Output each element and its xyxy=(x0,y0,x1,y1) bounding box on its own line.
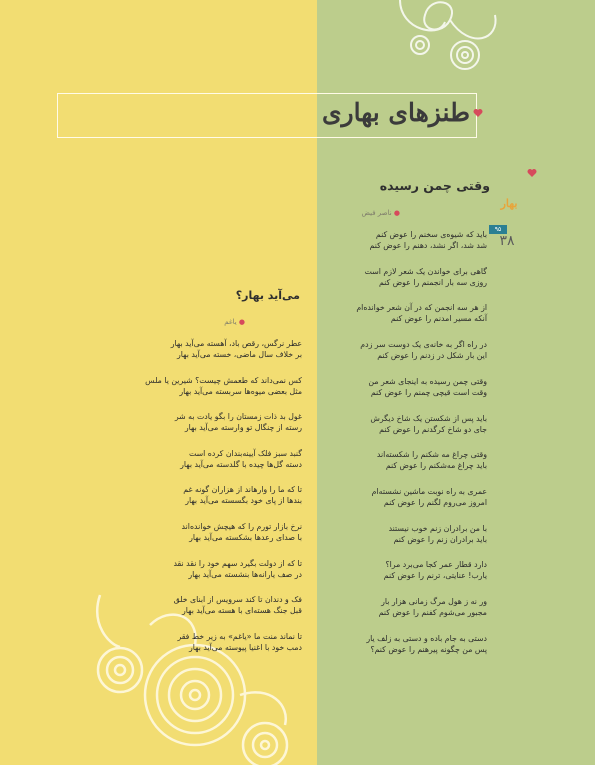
verse-line: دسته گل‌ها چیده با گلدسته می‌آید بهار xyxy=(180,459,302,469)
stanza xyxy=(315,266,487,288)
verse-line: مثل بعضی میوه‌ها سربسته می‌آید بهار xyxy=(179,386,302,396)
stanza xyxy=(315,486,487,508)
poem-author xyxy=(340,209,400,217)
bullet-icon: ● xyxy=(236,318,245,326)
verse-line: قبل جنگ هسته‌ای با هسته می‌آید بهار xyxy=(181,606,302,616)
verse-line: امروز می‌روم لگنم را عوض کنم xyxy=(383,497,487,507)
verse-line: باید پس از شکستن یک شاخ دیگرش xyxy=(370,413,487,423)
verse-line: در صف یارانه‌ها بنشسته می‌آید بهار xyxy=(188,569,302,579)
page-title: طنزهای بهاری xyxy=(321,98,470,127)
verse-line: پس من چگونه پیرهنم را عوض کنم؟ xyxy=(370,644,487,654)
verse-line: روزی سه بار انجمنم را عوض کنم xyxy=(378,277,487,287)
stanza xyxy=(140,448,302,470)
verse-line: تا که از دولت بگیرد سهم خود را نقد نقد xyxy=(173,558,302,568)
verse-line: وقتی چمن رسیده به اینجای شعر من xyxy=(368,376,487,386)
verse-line: جای دو شاخ کرگدنم را عوض کنم xyxy=(379,424,487,434)
stanza xyxy=(315,523,487,545)
poem-title: وقتی چمن رسیده xyxy=(379,178,490,193)
stanza xyxy=(315,376,487,398)
verse-line: تا نماند منت ما «یاغم» به زیر خط فقر xyxy=(177,631,302,641)
verse-line: آنکه مسیر امدنم را عوض کنم xyxy=(390,314,487,324)
verse-line: فک و دندان تا کند سرویس از ابنای خلق xyxy=(173,595,302,605)
stanza xyxy=(315,633,487,655)
verse-line: با من برادران زنم خوب نیستند xyxy=(388,523,487,533)
verse-line: این بار شکل در زدنم را عوض کنم xyxy=(377,351,487,361)
verse-line: شد شد، اگر نشد، دهنم را عوض کنم xyxy=(369,241,487,250)
verse-line: عطر نرگس، رقص باد، آهسته می‌آید بهار xyxy=(170,339,302,348)
verse-line: گنبد سبز فلک آیینه‌بندان کرده است xyxy=(188,448,302,458)
verse-line: در راه اگر به خانه‌ی یک دوست سر زدم xyxy=(360,340,487,350)
heart-icon xyxy=(473,108,483,118)
verse-line: بندها از پای خود بگسسته می‌آید بهار xyxy=(185,496,302,506)
stanza xyxy=(315,302,487,324)
stanza xyxy=(140,631,302,653)
verse-line: دستی به جام باده و دستی به زلف یار xyxy=(366,633,487,643)
verse-line: کس نمی‌داند که طعمش چیست؟ شیرین یا ملس xyxy=(145,375,302,385)
bullet-icon: ● xyxy=(391,209,400,217)
swirl-ornament-top xyxy=(370,0,510,80)
stanza xyxy=(140,594,302,616)
stanza xyxy=(140,411,302,433)
verse-line: مجبور می‌شوم کفنم را عوض کنم xyxy=(378,608,487,617)
author-name: ناصر فیض xyxy=(361,209,392,217)
verse-line: باید برادران زنم را عوض کنم xyxy=(393,534,487,544)
verse-line: نرخ بازار تورم را که هیچش خوانده‌اند xyxy=(181,522,302,531)
verse-line: ور نه ز هول مرگ زمانی هزار بار xyxy=(381,597,487,606)
verse-line: غول بد ذات زمستان را بگو یادت به شر xyxy=(174,412,302,422)
stanza xyxy=(315,413,487,435)
verse-line: وقتی چراغ مه شکنم را شکسته‌اند xyxy=(376,450,487,460)
verse-line: وقت است قیچی چمنم را عوض کنم xyxy=(370,387,487,397)
verse-line: از هر سه انجمن که در آن شعر خوانده‌ام xyxy=(356,303,487,313)
verse-line: عمری به راه نوبت ماشین نشسته‌ام xyxy=(371,486,487,496)
poem-title: می‌آید بهار؟ xyxy=(235,289,300,302)
stanza xyxy=(315,229,487,251)
stanza xyxy=(315,339,487,361)
page-number: ۳۸ xyxy=(499,233,515,249)
verse-line: گاهی برای خواندن یک شعر لازم است xyxy=(364,266,487,276)
heart-icon xyxy=(527,168,537,178)
verse-line: تا که ما را وارهاند از هزاران گونه غم xyxy=(183,485,302,495)
stanza xyxy=(140,484,302,506)
stanza xyxy=(315,596,487,618)
verse-line: یارب! عنایتی، ترنم را عوض کنم xyxy=(383,571,487,581)
verse-line: رسته از چنگال تو وارسته می‌آید بهار xyxy=(184,423,302,433)
stanza xyxy=(140,558,302,580)
author-name: یاغم xyxy=(224,318,237,326)
stanza xyxy=(140,375,302,397)
verse-line: دمب خود با اغنیا پیوسته می‌آید بهار xyxy=(189,642,302,652)
badge-word: بهار xyxy=(500,197,518,210)
badge-tag: ۹۵ xyxy=(489,225,507,234)
stanza xyxy=(140,521,302,543)
poem-author xyxy=(200,318,245,326)
stanza xyxy=(315,559,487,581)
stanza xyxy=(315,449,487,471)
verse-line: دارد قطار عمر کجا می‌برد مرا؟ xyxy=(385,560,487,570)
verse-line: با صدای رعدها بشکسته می‌آید بهار xyxy=(189,533,302,542)
stanza xyxy=(140,338,302,360)
verse-line: بر خلاف سال ماضی، خسته می‌آید بهار xyxy=(177,350,302,359)
verse-line: باید که شیوه‌ی سخنم را عوض کنم xyxy=(375,230,487,239)
verse-line: باید چراغ مه‌شکنم را عوض کنم xyxy=(385,461,487,471)
